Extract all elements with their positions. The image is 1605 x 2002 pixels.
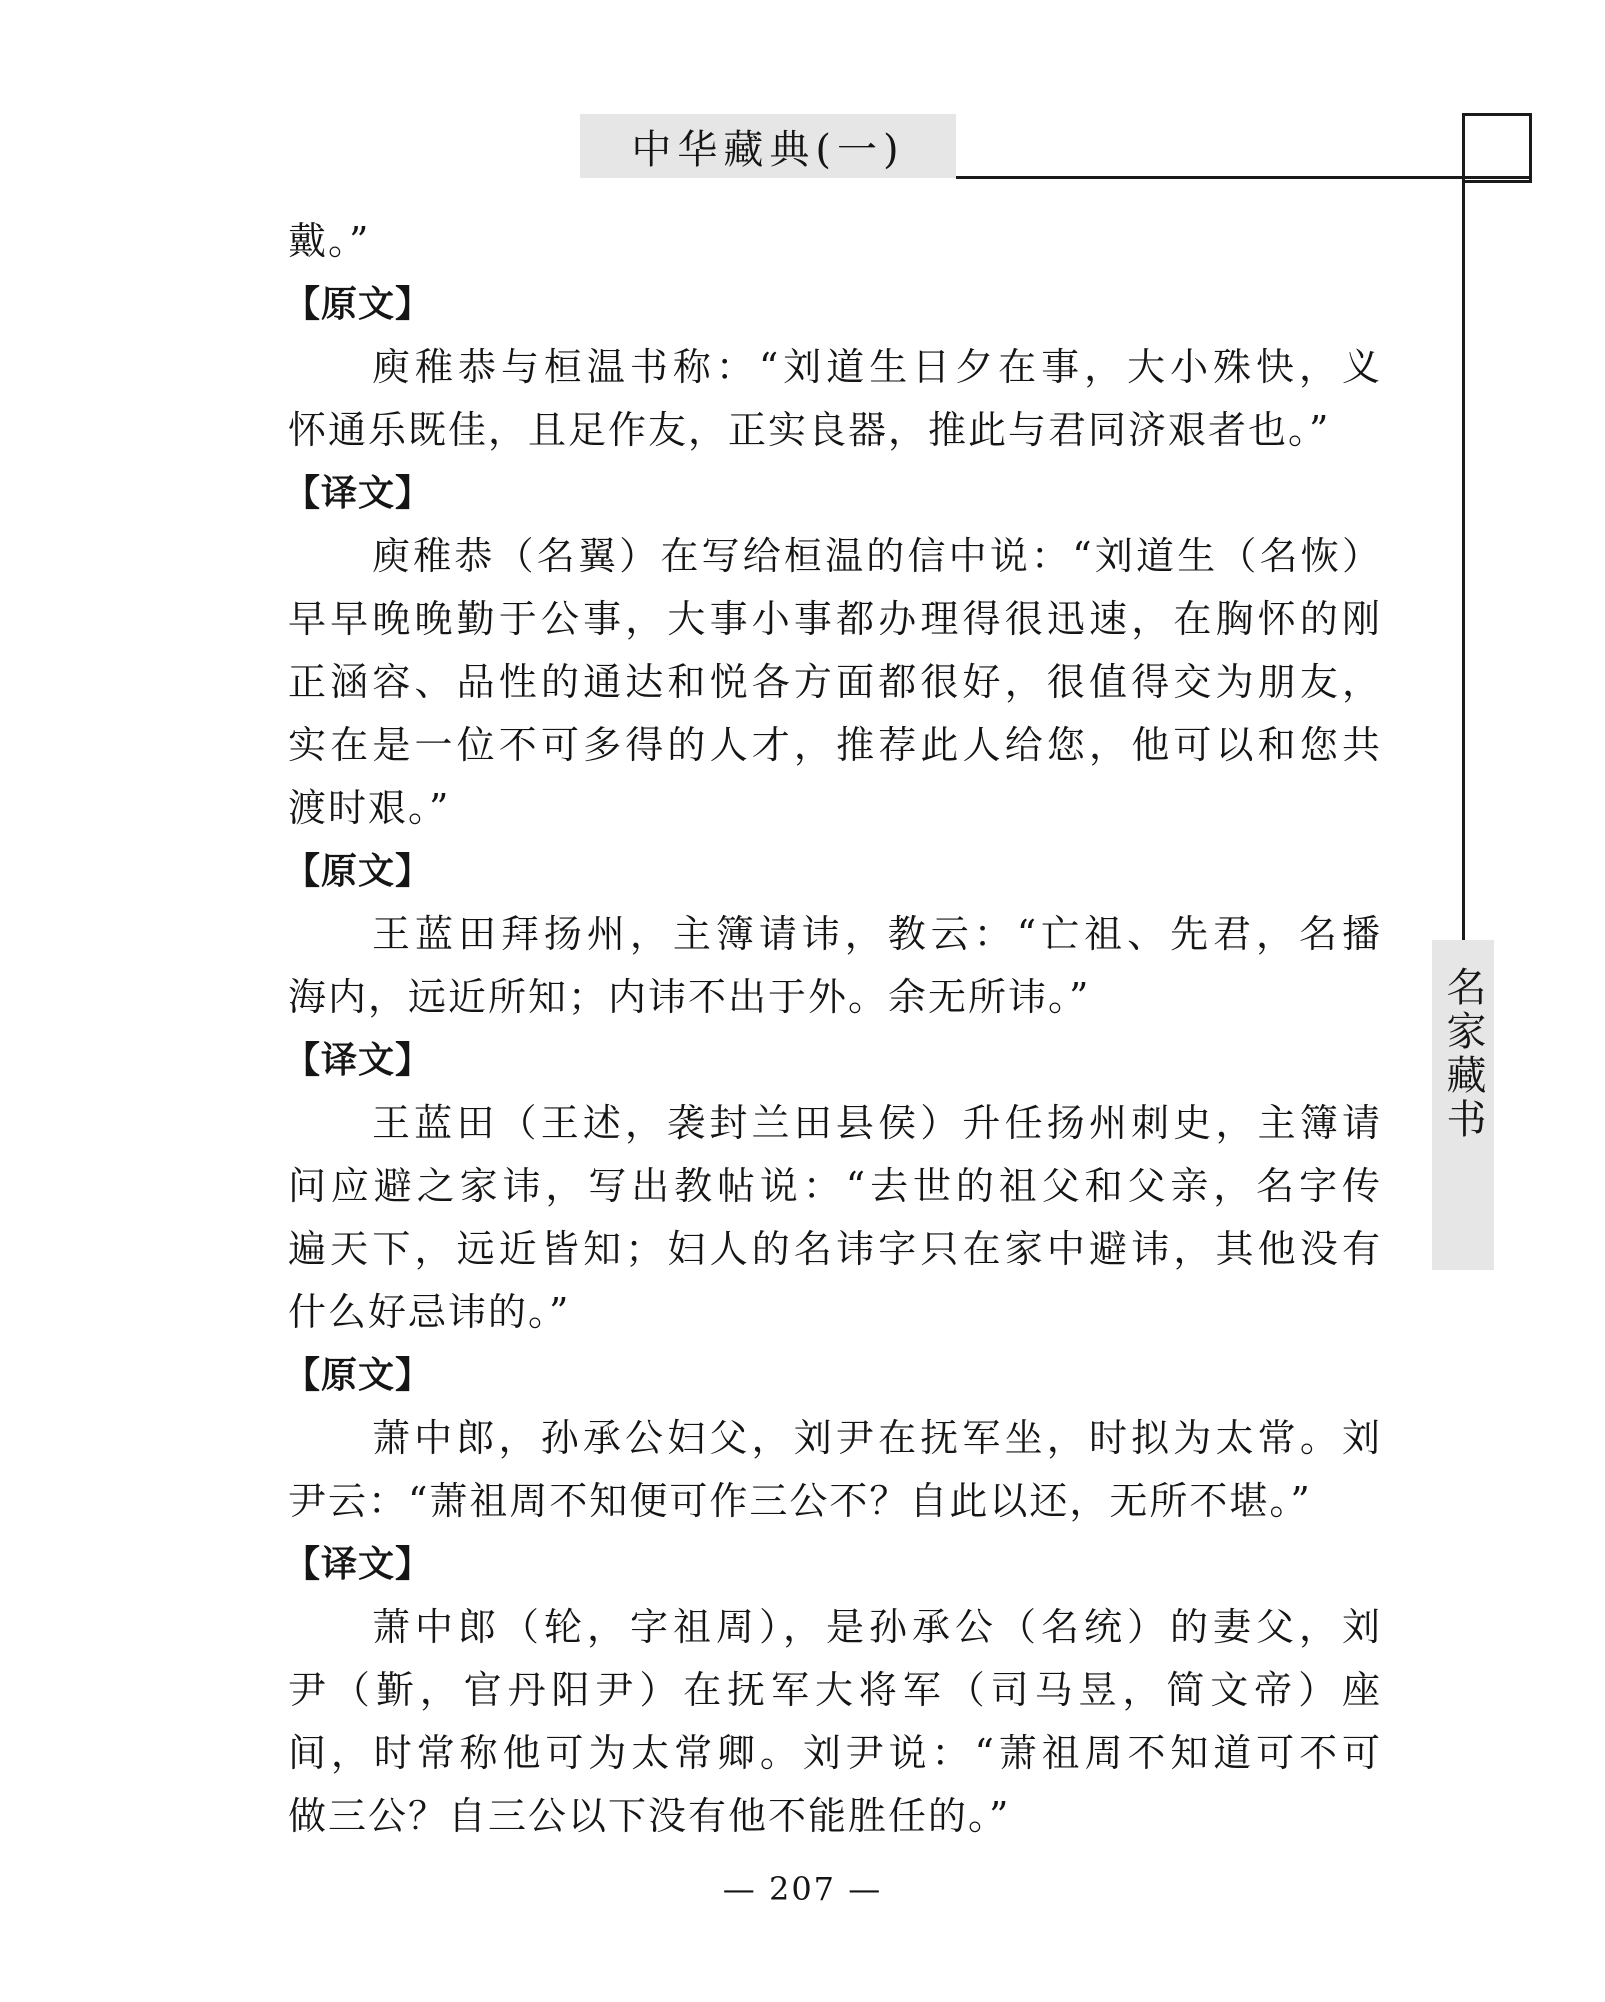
paragraph-first-line: 王蓝田拜扬州，主簿请讳，教云：“亡祖、先君，名播: [372, 912, 1382, 956]
text-line: 尹云：“萧祖周不知便可作三公不？自此以还，无所不堪。”: [288, 1479, 1312, 1523]
margin-rule: [1462, 113, 1465, 941]
running-header: [580, 114, 956, 178]
body-text: [284, 210, 1382, 1848]
text-line: 尹（斳，官丹阳尹）在抚军大将军（司马昱，简文帝）座: [288, 1668, 1382, 1712]
section-label: 【译文】: [284, 1040, 433, 1081]
paragraph-first-line: 萧中郎（轮，字祖周），是孙承公（名统）的妻父，刘: [372, 1605, 1382, 1649]
text-line: 间，时常称他可为太常卿。刘尹说：“萧祖周不知道可不可: [288, 1731, 1382, 1775]
text-line: 做三公？自三公以下没有他不能胜任的。”: [288, 1794, 1011, 1838]
paragraph-first-line: 庾稚恭（名翼）在写给桓温的信中说：“刘道生（名恢）: [372, 534, 1382, 578]
section-label: 【原文】: [284, 851, 433, 892]
paragraph-first-line: 王蓝田（王述，袭封兰田县侯）升任扬州刺史，主簿请: [372, 1101, 1382, 1145]
section-label: 【原文】: [284, 1355, 433, 1396]
text-line: 问应避之家讳，写出教帖说：“去世的祖父和父亲，名字传: [288, 1164, 1382, 1208]
text-line: 怀通乐既佳，且足作友，正实良器，推此与君同济艰者也。”: [288, 408, 1331, 452]
section-label: 【译文】: [284, 1544, 433, 1585]
text-line: 渡时艰。”: [288, 786, 451, 830]
text-line: 什么好忌讳的。”: [288, 1290, 571, 1334]
text-line: 海内，远近所知；内讳不出于外。余无所讳。”: [288, 975, 1091, 1019]
paragraph-first-line: 庾稚恭与桓温书称：“刘道生日夕在事，大小殊快，义: [372, 345, 1382, 389]
text-line: 实在是一位不可多得的人才，推荐此人给您，他可以和您共: [288, 723, 1382, 767]
paragraph-first-line: 萧中郎，孙承公妇父，刘尹在抚军坐，时拟为太常。刘: [372, 1416, 1382, 1460]
text-line: 遍天下，远近皆知；妇人的名讳字只在家中避讳，其他没有: [288, 1227, 1382, 1271]
header-rule: [956, 176, 1532, 179]
side-tab-label: 名家藏书: [1440, 966, 1486, 1142]
text-line: 戴。”: [288, 219, 371, 263]
page-number: — 207 —: [722, 1870, 883, 1908]
section-label: 【译文】: [284, 473, 433, 514]
text-line: 正涵容、品性的通达和悦各方面都很好，很值得交为朋友，: [288, 660, 1382, 704]
corner-frame: [1462, 113, 1532, 183]
side-tab: [1432, 940, 1494, 1270]
text-line: 早早晚晚勤于公事，大事小事都办理得很迅速，在胸怀的刚: [288, 597, 1382, 641]
section-label: 【原文】: [284, 284, 433, 325]
book-title: 中华藏典(一): [631, 126, 905, 173]
